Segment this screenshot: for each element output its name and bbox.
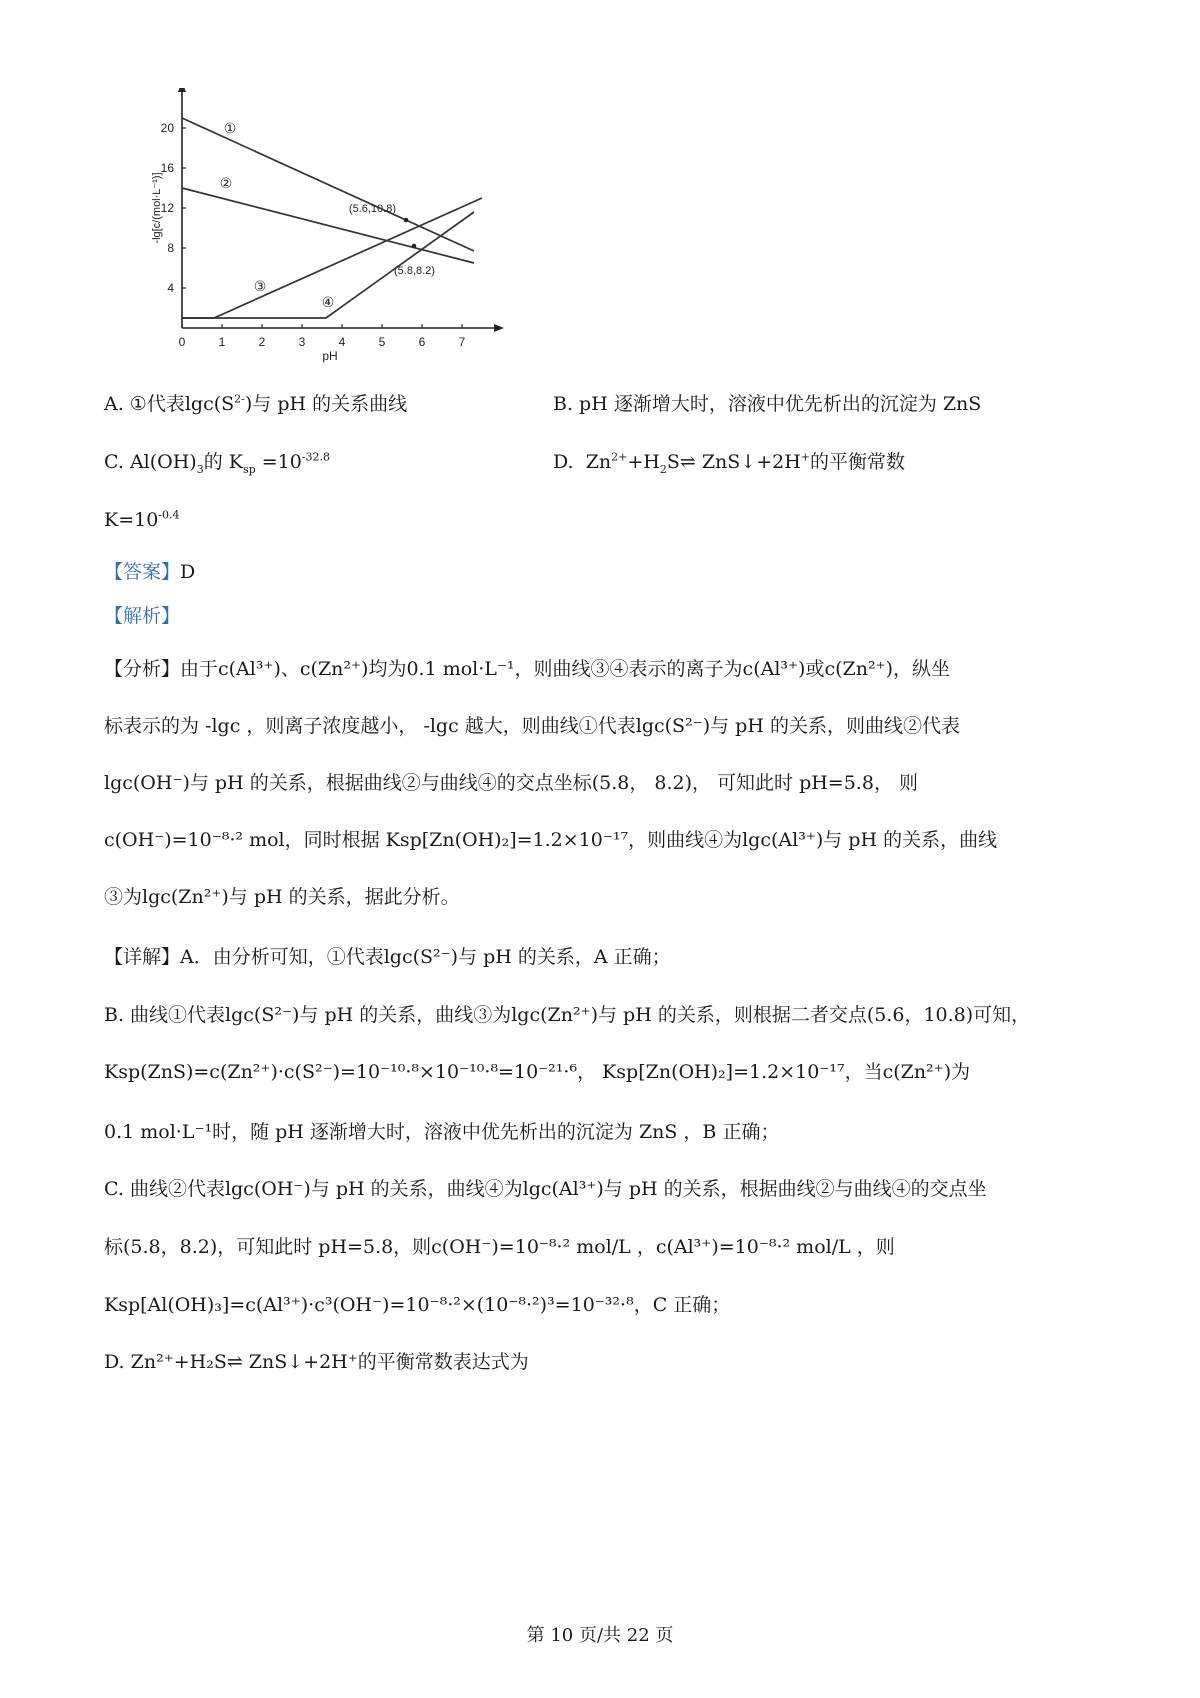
x-tick-label: 3 <box>298 335 306 349</box>
series-marker-label: ④ <box>321 294 335 310</box>
y-tick-label: 8 <box>167 241 174 255</box>
ph-concentration-chart <box>140 88 560 408</box>
x-tick-label: 5 <box>378 335 386 349</box>
series-marker-label: ① <box>223 120 237 136</box>
option-b: B. pH 逐渐增大时，溶液中优先析出的沉淀为 ZnS <box>553 393 982 415</box>
x-tick-label: 6 <box>418 335 426 349</box>
series-marker-label: ② <box>219 175 233 191</box>
detail-b2: Ksp(ZnS)=c(Zn²⁺)·c(S²⁻)=10⁻¹⁰·⁸×10⁻¹⁰·⁸=10⁻²¹·⁶， Ksp[Zn(OH)₂]=1.2×10⁻¹⁷，当c(Zn²⁺)为 <box>104 1061 971 1083</box>
y-axis-arrow <box>178 88 186 92</box>
option-c: C. $Al(OH)_3$的 $K_{sp} =10^{-32.8}$ <box>104 450 331 476</box>
detail-c3: Ksp[Al(OH)₃]=c(Al³⁺)·c³(OH⁻)=10⁻⁸·²×(10⁻⁸·²)³=10⁻³²·⁸，C 正确； <box>104 1294 731 1316</box>
intersection-point <box>412 244 417 249</box>
y-tick-label: 4 <box>167 281 174 295</box>
detail-c1: C. 曲线②代表lgc(OH⁻)与 pH 的关系，曲线④为lgc(Al³⁺)与 pH 的关系，根据曲线②与曲线④的交点坐 <box>104 1178 987 1200</box>
detail-d: D. Zn²⁺+H₂S⇌ ZnS↓+2H⁺的平衡常数表达式为 <box>104 1351 529 1373</box>
analysis-p1: 【分析】由于c(Al³⁺)、c(Zn²⁺)均为0.1 mol·L⁻¹，则曲线③④表示的离子为c(Al³⁺)或c(Zn²⁺)，纵坐 <box>104 658 951 680</box>
y-tick-label: 20 <box>160 121 174 135</box>
x-axis-arrow <box>494 324 504 332</box>
intersection-label: (5.8,8.2) <box>394 265 435 277</box>
option-d-k: $K=10^{-0.4}$ <box>104 508 180 531</box>
analysis-p4: c(OH⁻)=10⁻⁸·² mol，同时根据 Ksp[Zn(OH)₂]=1.2×10⁻¹⁷，则曲线④为lgc(Al³⁺)与 pH 的关系，曲线 <box>104 829 998 851</box>
analysis-p5: ③为lgc(Zn²⁺)与 pH 的关系，据此分析。 <box>104 886 460 908</box>
y-axis-label: -lg[c/(mol·L⁻¹)] <box>151 172 163 244</box>
detail-a: 【详解】A．由分析可知，①代表lgc(S²⁻)与 pH 的关系，A 正确； <box>104 946 671 968</box>
intersection-label: (5.6,10.8) <box>348 203 396 215</box>
y-tick-label: 12 <box>160 201 174 215</box>
intersection-point <box>404 218 409 223</box>
analysis-label: 【解析】 <box>104 605 181 627</box>
series-marker-label: ③ <box>253 278 267 294</box>
chart-series <box>182 118 482 318</box>
analysis-p3: lgc(OH⁻)与 pH 的关系，根据曲线②与曲线④的交点坐标(5.8， 8.2)， 可知此时 pH=5.8， 则 <box>104 772 918 794</box>
page-footer: 第 10 页/共 22 页 <box>526 1625 674 1646</box>
x-tick-label: 0 <box>178 335 186 349</box>
y-tick-label: 16 <box>160 161 174 175</box>
option-a: A. ①代表$\lg c(S^{2-})$与 pH 的关系曲线 <box>104 392 408 415</box>
detail-b1: B. 曲线①代表lgc(S²⁻)与 pH 的关系，曲线③为lgc(Zn²⁺)与 pH 的关系，则根据二者交点(5.6，10.8)可知， <box>104 1004 1031 1026</box>
x-tick-label: 2 <box>258 335 266 349</box>
x-tick-label: 7 <box>458 335 466 349</box>
chart-ticks <box>161 121 466 349</box>
x-tick-label: 1 <box>218 335 226 349</box>
detail-c2: 标(5.8，8.2)，可知此时 pH=5.8，则c(OH⁻)=10⁻⁸·² mol/L ，c(Al³⁺)=10⁻⁸·² mol/L ，则 <box>104 1236 895 1258</box>
answer-value: D <box>180 561 196 583</box>
x-tick-label: 4 <box>338 335 346 349</box>
option-d: D. $Zn^{2+}+H_2S\rightleftharpoons$ ZnS↓+2H+的平衡常数 <box>553 450 906 476</box>
detail-b3: 0.1 mol·L⁻¹时，随 pH 逐渐增大时，溶液中优先析出的沉淀为 ZnS ，B 正确； <box>104 1121 780 1143</box>
series-line <box>182 188 474 263</box>
x-axis-label: pH <box>322 349 338 363</box>
answer-label: 【答案】 <box>104 561 181 583</box>
analysis-p2: 标表示的为 -lgc ，则离子浓度越小， -lgc 越大，则曲线①代表lgc(S²⁻)与 pH 的关系，则曲线②代表 <box>104 715 960 737</box>
answer-line <box>104 560 195 584</box>
